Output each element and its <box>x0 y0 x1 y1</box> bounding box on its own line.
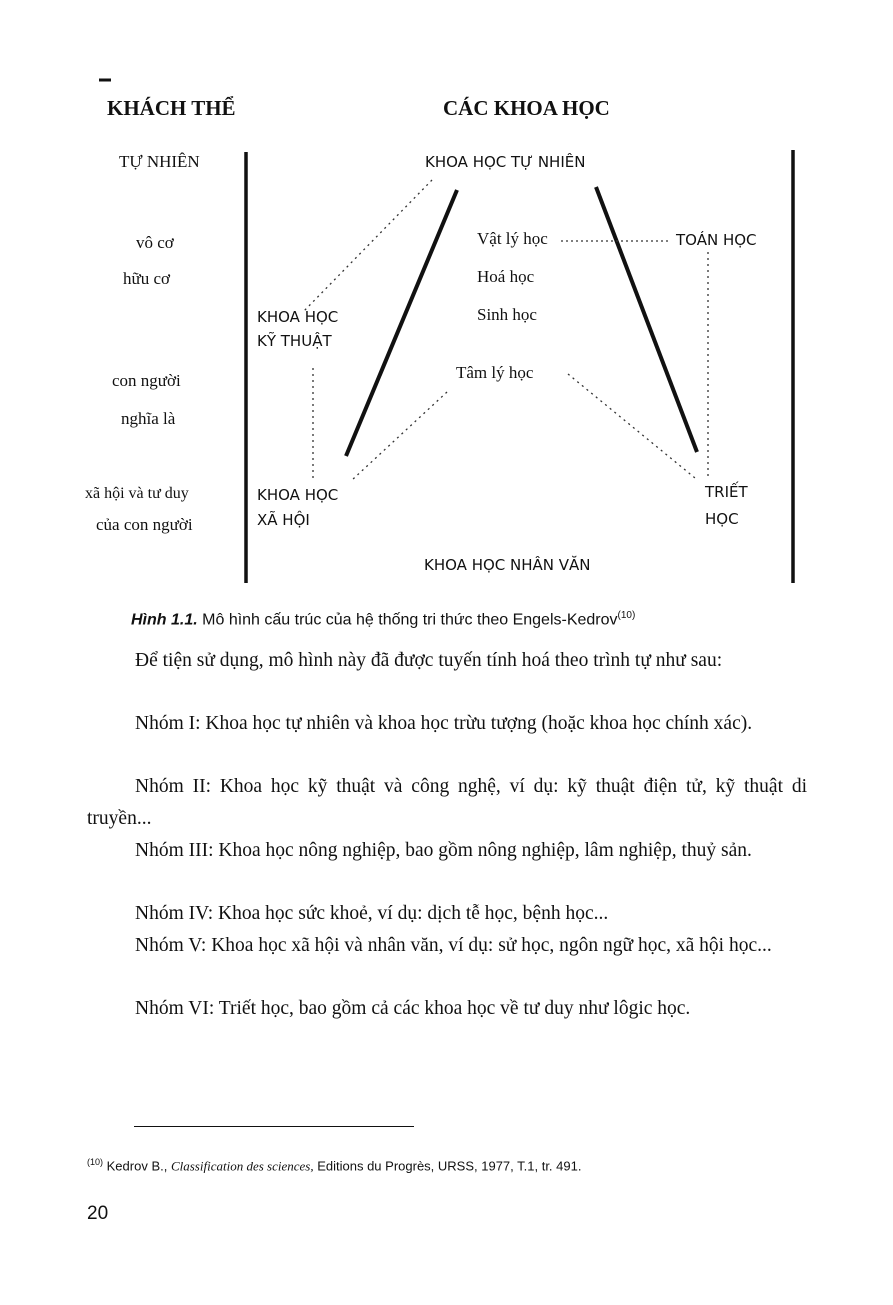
footnote-author: Kedrov B., <box>106 1158 168 1174</box>
left-item: con người <box>112 371 181 390</box>
left-item: của con người <box>96 515 193 534</box>
paragraph: Để tiện sử dụng, mô hình này đã được tuyến tính hoá theo trình tự như sau: <box>135 650 723 671</box>
paragraph: Nhóm II: Khoa học kỹ thuật và công nghệ, ví dụ: kỹ thuật điện tử, kỹ thuật di truyền... <box>87 776 807 829</box>
label-mathematics: TOÁN HỌC <box>676 231 757 249</box>
left-item: vô cơ <box>136 233 174 252</box>
caption-label: Hình 1.1. <box>131 611 198 629</box>
paragraph: Nhóm III: Khoa học nông nghiệp, bao gồm nông nghiệp, lâm nghiệp, thuỷ sản. <box>135 840 752 861</box>
science-chemistry: Hoá học <box>477 267 535 286</box>
label-humanities: KHOA HỌC NHÂN VĂN <box>424 556 591 574</box>
label-philosophy-1: TRIẾT <box>705 483 748 501</box>
footnote-rule <box>134 1126 414 1127</box>
page-number: 20 <box>87 1203 109 1224</box>
paragraph: Nhóm V: Khoa học xã hội và nhân văn, ví dụ: sử học, ngôn ngữ học, xã hội học... <box>135 935 772 956</box>
footnote-rest: Editions du Progrès, URSS, 1977, T.1, tr. 491. <box>317 1158 582 1174</box>
footnote-marker: (10) <box>87 1157 104 1167</box>
science-psychology: Tâm lý học <box>456 363 534 382</box>
left-item: hữu cơ <box>123 269 170 288</box>
label-social-2: XÃ HỘI <box>257 511 310 529</box>
left-item: xã hội và tư duy <box>85 485 189 502</box>
science-physics: Vật lý học <box>477 229 548 248</box>
caption-ref: (10) <box>617 610 636 621</box>
science-biology: Sinh học <box>477 305 537 324</box>
figure-caption <box>131 610 635 629</box>
paragraph: Nhóm VI: Triết học, bao gồm cả các khoa học về tư duy như lôgic học. <box>135 998 691 1019</box>
right-bold-diagonal <box>596 187 697 452</box>
footnote-title: Classification des sciences, <box>170 1158 314 1174</box>
left-item: nghĩa là <box>121 409 176 428</box>
left-bold-diagonal <box>346 190 457 456</box>
label-philosophy-2: HỌC <box>705 510 739 528</box>
footnote <box>87 1157 581 1174</box>
caption-text: Mô hình cấu trúc của hệ thống tri thức theo Engels-Kedrov <box>202 611 618 629</box>
label-natural-sciences: KHOA HỌC TỰ NHIÊN <box>425 153 586 171</box>
paragraph: Nhóm IV: Khoa học sức khoẻ, ví dụ: dịch tễ học, bệnh học... <box>135 903 609 924</box>
header-sciences: CÁC KHOA HỌC <box>443 96 610 120</box>
label-technical-1: KHOA HỌC <box>257 308 339 326</box>
label-technical-2: KỸ THUẬT <box>257 332 332 350</box>
paragraph: Nhóm I: Khoa học tự nhiên và khoa học trừu tượng (hoặc khoa học chính xác). <box>135 713 753 734</box>
dotted-psych-to-philosophy <box>568 374 695 478</box>
label-social-1: KHOA HỌC <box>257 486 339 504</box>
header-objects: KHÁCH THỂ <box>107 96 236 120</box>
left-item: TỰ NHIÊN <box>119 152 200 171</box>
